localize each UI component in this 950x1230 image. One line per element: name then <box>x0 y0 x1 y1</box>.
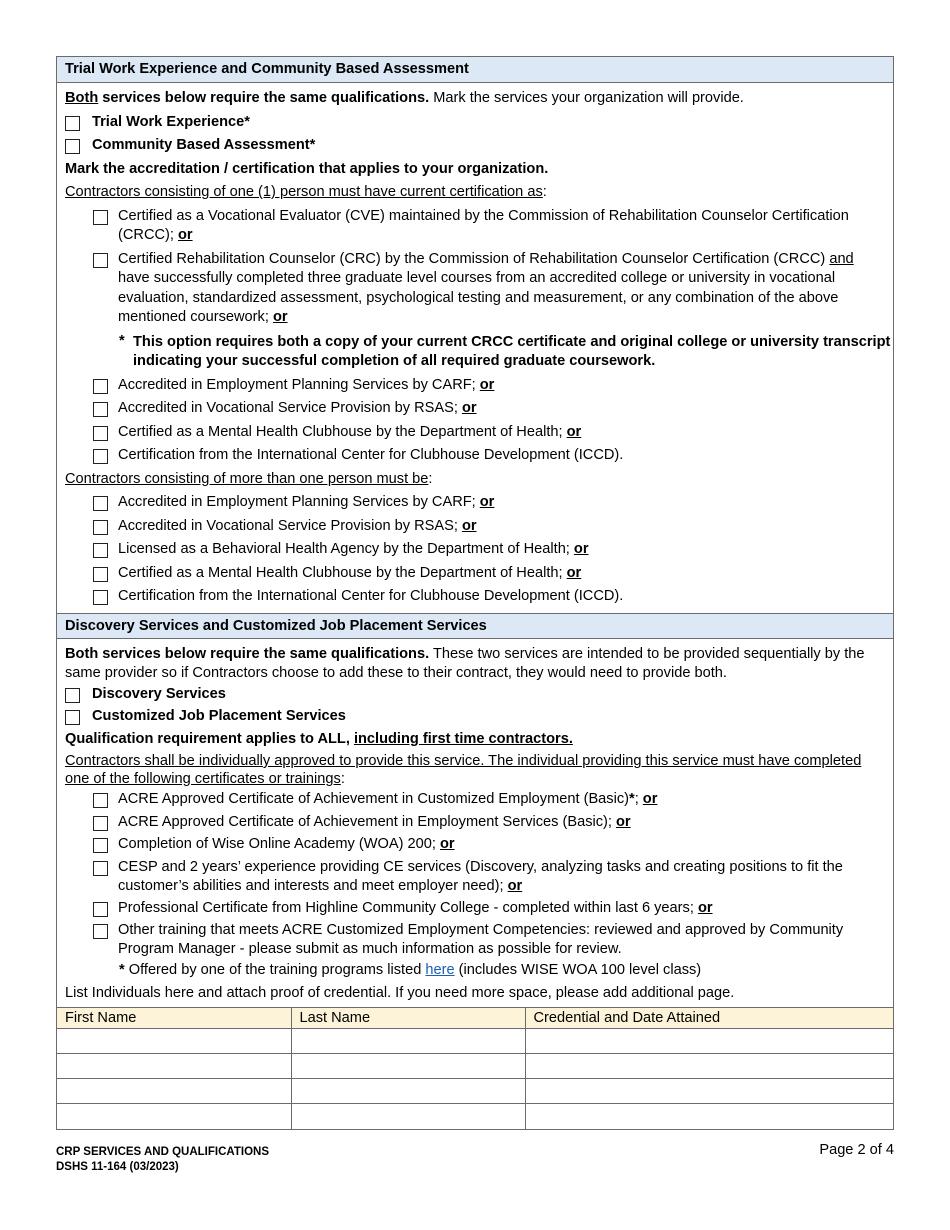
one-person-label: Contractors consisting of one (1) person must have current certification as: <box>65 184 547 200</box>
item-sep: ; <box>634 791 643 807</box>
section-trial-work <box>57 83 893 613</box>
footer-title: CRP SERVICES AND QUALIFICATIONS <box>56 1146 269 1158</box>
item-text: ACRE Approved Certificate of Achievement in Customized Employment (Basic) <box>118 791 629 807</box>
multi-person-text: Contractors consisting of more than one person must be <box>65 470 429 487</box>
list-item[interactable] <box>57 858 893 896</box>
service-discovery[interactable] <box>57 685 893 705</box>
checkbox-cve[interactable] <box>93 210 108 225</box>
checkbox-cesp[interactable] <box>93 861 108 876</box>
checkbox-community-assessment[interactable] <box>65 139 80 154</box>
item-text: ACRE Approved Certificate of Achievement in Employment Services (Basic); <box>118 813 617 830</box>
checkbox-customized-job[interactable] <box>65 710 80 725</box>
checkbox-woa[interactable] <box>93 838 108 853</box>
checkbox-iccd[interactable] <box>93 449 108 464</box>
item-text: Professional Certificate from Highline Community College - completed within last 6 years; <box>118 899 698 916</box>
list-item[interactable] <box>57 540 893 560</box>
table-header-row <box>57 1008 893 1029</box>
item-text: Certified as a Mental Health Clubhouse by the Department of Health; <box>118 564 567 581</box>
list-item[interactable] <box>57 207 893 246</box>
footer-form-id: DSHS 11-164 (03/2023) <box>56 1161 179 1173</box>
checkbox-trial-work[interactable] <box>65 116 80 131</box>
footnote-text: Offered by one of the training programs listed <box>124 962 426 978</box>
checkbox-other-training[interactable] <box>93 924 108 939</box>
last-name-cell[interactable] <box>291 1054 525 1079</box>
checkbox-acre-es[interactable] <box>93 816 108 831</box>
or-label: or <box>697 899 713 916</box>
first-name-cell[interactable] <box>57 1104 291 1129</box>
checkbox-highline[interactable] <box>93 902 108 917</box>
service-trial-work[interactable] <box>57 113 893 133</box>
or-label: or <box>479 376 495 393</box>
crcc-note-text: This option requires both a copy of your current CRCC certificate and original college or university transcript indicating your successful completion of all required graduate coursework. <box>133 333 891 369</box>
item-text: Licensed as a Behavioral Health Agency by the Department of Health; <box>118 541 574 557</box>
last-name-cell[interactable] <box>291 1029 525 1054</box>
service-community-assessment[interactable] <box>57 136 893 156</box>
crcc-note <box>57 333 893 372</box>
first-name-cell[interactable] <box>57 1079 291 1104</box>
checkbox-crc[interactable] <box>93 253 108 268</box>
footer-form-info <box>56 1145 269 1175</box>
checkbox-carf[interactable] <box>93 379 108 394</box>
list-item[interactable] <box>57 446 893 466</box>
intro-bold: services below require the same qualifications. <box>98 90 430 106</box>
table-row <box>57 1079 893 1104</box>
footnote-text-cont: (includes WISE WOA 100 level class) <box>454 962 702 978</box>
credential-cell[interactable] <box>525 1104 893 1129</box>
intro-line <box>57 645 893 683</box>
intro-rest: Mark the services your organization will provide. <box>429 90 744 106</box>
item-text: Accredited in Vocational Service Provision by RSAS; <box>118 400 462 416</box>
qual-text: Qualification requirement applies to ALL, <box>65 730 354 747</box>
first-name-cell[interactable] <box>57 1054 291 1079</box>
item-text: Other training that meets ACRE Customized Employment Competencies: reviewed and approved by Community Program Manager - please submit as much information as possible for review. <box>118 922 844 957</box>
individual-label: Contractors shall be individually approved to provide this service. The individual providing this service must have completed one of the following certificates or trainings: <box>65 753 862 787</box>
asterisk: * <box>119 962 125 978</box>
qualification-line <box>57 730 893 750</box>
or-label: or <box>461 517 477 534</box>
credential-cell[interactable] <box>525 1029 893 1054</box>
one-person-text: Contractors consisting of one (1) person must have current certification as <box>65 184 543 200</box>
checkbox-acre-ce[interactable] <box>93 793 108 808</box>
col-first-name: First Name <box>57 1008 291 1029</box>
list-item[interactable] <box>57 835 893 855</box>
item-text-cont: have successfully completed three graduate level courses from an accredited college or university in vocational evaluation, standardized assessment, psychological testing and measurement, or any combination of the above mentioned coursework; <box>118 270 839 325</box>
section-discovery <box>57 639 893 1008</box>
or-label: or <box>461 400 477 416</box>
or-label: or <box>507 877 523 894</box>
checkbox-rsas[interactable] <box>93 402 108 417</box>
intro-line <box>57 89 893 109</box>
intro-both: Both <box>65 90 99 106</box>
list-item[interactable] <box>57 250 893 328</box>
list-item[interactable] <box>57 493 893 513</box>
item-text: Completion of Wise Online Academy (WOA) 200; <box>118 836 440 852</box>
training-footnote <box>57 961 893 980</box>
table-row <box>57 1104 893 1129</box>
checkbox-carf-multi[interactable] <box>93 496 108 511</box>
or-label: or <box>479 494 495 510</box>
checkbox-rsas-multi[interactable] <box>93 520 108 535</box>
checkbox-discovery[interactable] <box>65 688 80 703</box>
section-header-trial-work: Trial Work Experience and Community Based Assessment <box>57 57 893 83</box>
section-header-discovery: Discovery Services and Customized Job Placement Services <box>57 613 893 639</box>
item-text: CESP and 2 years’ experience providing CE services (Discovery, analyzing tasks and creating positions to fit the customer’s abilities and interests and meet employer need); <box>118 858 843 894</box>
multi-person-label: Contractors consisting of more than one person must be: <box>65 470 433 487</box>
item-text: Accredited in Employment Planning Services by CARF; <box>118 376 480 393</box>
item-text: Certification from the International Center for Clubhouse Development (ICCD). <box>118 447 624 463</box>
or-label: or <box>642 791 658 807</box>
item-text: Certified as a Vocational Evaluator (CVE) maintained by the Commission of Rehabilitation Counselor Certification (CRCC); <box>118 207 849 243</box>
intro-rest: These two services are intended to be provided sequentially by the same provider so if Contractors choose to add these to their contract, they would need to provide both. <box>65 645 865 681</box>
service-label: Customized Job Placement Services <box>92 708 346 724</box>
service-label: Discovery Services <box>92 685 226 702</box>
accreditation-heading: Mark the accreditation / certification that applies to your organization. <box>65 160 549 177</box>
list-item[interactable] <box>57 517 893 537</box>
form-table <box>56 56 894 1130</box>
asterisk: * <box>629 791 635 807</box>
item-text: Accredited in Employment Planning Services by CARF; <box>118 494 480 510</box>
item-text: Certified as a Mental Health Clubhouse by the Department of Health; <box>118 423 567 440</box>
list-item[interactable] <box>57 399 893 419</box>
asterisk: * <box>119 332 125 349</box>
list-item[interactable] <box>57 813 893 833</box>
credential-cell[interactable] <box>525 1079 893 1104</box>
or-label: or <box>566 423 582 440</box>
list-item[interactable] <box>57 423 893 443</box>
or-label: or <box>573 541 589 557</box>
item-text: Accredited in Vocational Service Provision by RSAS; <box>118 517 462 534</box>
last-name-cell[interactable] <box>291 1079 525 1104</box>
page-number: Page 2 of 4 <box>819 1142 894 1158</box>
credential-cell[interactable] <box>525 1054 893 1079</box>
col-credential: Credential and Date Attained <box>525 1008 893 1029</box>
checkbox-bha-multi[interactable] <box>93 543 108 558</box>
or-label: or <box>616 813 631 830</box>
service-label: Community Based Assessment* <box>92 137 316 153</box>
list-item[interactable] <box>57 587 893 607</box>
table-row <box>57 1029 893 1054</box>
table-row <box>57 1054 893 1079</box>
or-label: or <box>178 227 193 243</box>
service-customized-job[interactable] <box>57 707 893 727</box>
intro-bold: Both services below require the same qualifications. <box>65 645 430 662</box>
list-item[interactable] <box>57 790 893 810</box>
qual-emphasis: including first time contractors. <box>353 730 573 747</box>
list-item[interactable] <box>57 921 893 959</box>
individual-text: Contractors shall be individually approved to provide this service. The individual providing this service must have completed one of the following certificates or trainings <box>65 753 862 787</box>
or-label: or <box>440 836 455 852</box>
list-item[interactable] <box>57 899 893 919</box>
or-label: or <box>272 309 288 325</box>
col-last-name: Last Name <box>291 1008 525 1029</box>
service-label: Trial Work Experience* <box>92 113 250 130</box>
item-text: Certified Rehabilitation Counselor (CRC) by the Commission of Rehabilitation Counselor Certification (CRCC) <box>118 250 830 267</box>
last-name-cell[interactable] <box>291 1104 525 1129</box>
individuals-table <box>57 1007 893 1129</box>
or-label: or <box>566 564 582 581</box>
checkbox-iccd-multi[interactable] <box>93 590 108 605</box>
list-individuals-line: List Individuals here and attach proof of credential. If you need more space, please add additional page. <box>65 985 735 1001</box>
checkbox-clubhouse[interactable] <box>93 426 108 441</box>
checkbox-clubhouse-multi[interactable] <box>93 567 108 582</box>
here-link[interactable]: here <box>425 962 455 978</box>
and-label: and <box>829 250 854 267</box>
list-item[interactable] <box>57 376 893 396</box>
item-text: Certification from the International Center for Clubhouse Development (ICCD). <box>118 588 624 604</box>
first-name-cell[interactable] <box>57 1029 291 1054</box>
list-item[interactable] <box>57 564 893 584</box>
